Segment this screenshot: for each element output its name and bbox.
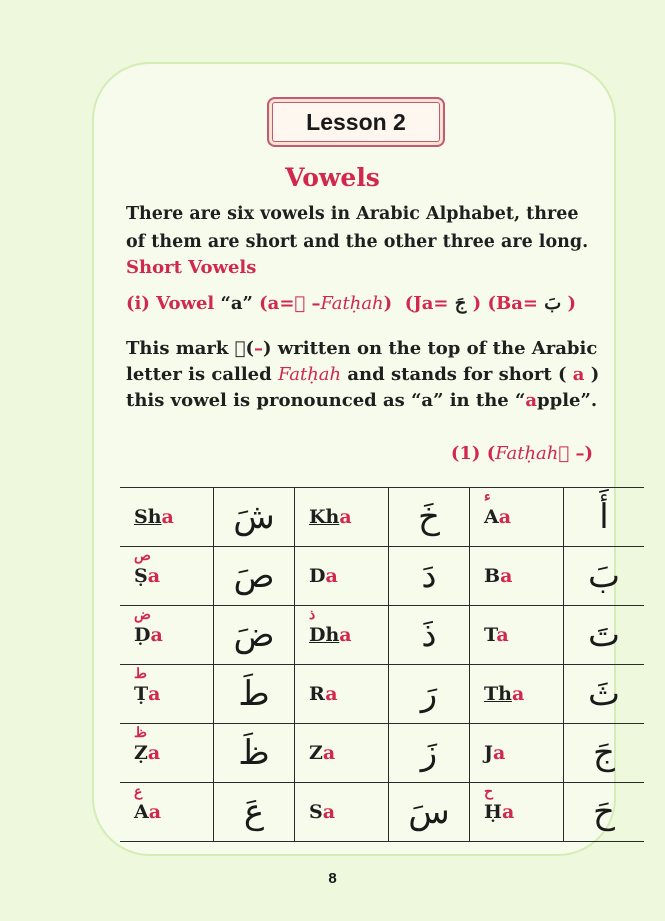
transliteration-consonant: Ṣ: [134, 565, 148, 587]
letter-marker: ذ: [309, 607, 316, 623]
transliteration-consonant: D: [309, 565, 326, 587]
fathah-mark: َ–: [311, 293, 321, 314]
transliteration-vowel: a: [322, 801, 336, 823]
transliteration-vowel: a: [148, 801, 162, 823]
arabic-letter: ضَ: [233, 615, 275, 655]
fathah-name-inline: Fatḥah: [277, 364, 342, 385]
transliteration-consonant: Ṭ: [134, 683, 149, 705]
vowel-definition: [126, 293, 576, 314]
transliteration-consonant: Ẓ: [134, 742, 148, 764]
explanation-line-3: [126, 388, 599, 414]
fathah-name: Fatḥah: [320, 293, 384, 314]
arabic-letter-cell: [564, 665, 645, 724]
arabic-letter-cell: [389, 547, 470, 606]
transliteration: [134, 801, 161, 823]
arabic-letter-cell: [214, 783, 295, 842]
explanation-text: letter is called: [126, 364, 278, 385]
letter-marker: ح: [484, 784, 494, 800]
lesson-label: [267, 97, 445, 147]
transliteration-consonant: Dh: [309, 624, 340, 646]
arabic-letter: تَ: [587, 615, 620, 655]
intro-line-2: of them are short and the other three are long.: [126, 232, 589, 252]
vowel-prefix: (i) Vowel: [126, 293, 221, 314]
transliteration-consonant: J: [484, 742, 493, 764]
arabic-letter: ظَ: [238, 733, 270, 773]
transliteration-vowel: a: [148, 683, 161, 705]
transliteration-cell: [295, 724, 389, 783]
transliteration-vowel: a: [147, 565, 161, 587]
page-number: 8: [328, 870, 337, 887]
transliteration-cell: [295, 665, 389, 724]
transliteration: [484, 742, 505, 764]
transliteration: [484, 683, 524, 705]
arabic-letter-cell: [389, 783, 470, 842]
transliteration-consonant: Th: [484, 683, 512, 705]
transliteration-vowel: a: [501, 801, 515, 823]
transliteration: [134, 506, 174, 528]
explanation-text: ) written on the top of the Arabic: [262, 338, 598, 359]
transliteration-cell: [295, 606, 389, 665]
arabic-letter: جَ: [593, 733, 615, 773]
table-row: [120, 665, 644, 724]
arabic-letter-cell: [214, 488, 295, 547]
arabic-letter-cell: [389, 724, 470, 783]
transliteration-vowel: a: [496, 624, 509, 646]
transliteration: [309, 683, 338, 705]
apple-highlight: a: [525, 390, 538, 411]
transliteration: [484, 801, 514, 823]
arabic-letter-cell: [564, 488, 645, 547]
transliteration-cell: [120, 488, 214, 547]
letter-marker: ع: [134, 784, 143, 800]
arabic-letter-cell: [564, 606, 645, 665]
lesson-label-text: Lesson 2: [306, 108, 406, 135]
vowel-close: ): [383, 293, 393, 314]
transliteration-consonant: Ḍ: [134, 624, 151, 646]
transliteration-vowel: a: [339, 624, 352, 646]
transliteration-consonant: Sh: [134, 506, 162, 528]
arabic-letter-cell: [389, 606, 470, 665]
arabic-letter: صَ: [233, 556, 275, 596]
arabic-letter: ذَ: [421, 615, 437, 655]
transliteration-consonant: A: [134, 801, 149, 823]
arabic-letter: بَ: [587, 556, 620, 596]
letter-marker: ظ: [134, 725, 147, 741]
fathah-mark-inline: َ–: [253, 338, 263, 359]
transliteration-consonant: Z: [309, 742, 323, 764]
transliteration-cell: [470, 606, 564, 665]
ja-example-letter: جَ: [454, 293, 467, 314]
letter-marker: ص: [134, 548, 151, 564]
letter-marker: ط: [134, 666, 147, 682]
transliteration-vowel: a: [498, 506, 512, 528]
transliteration-cell: [120, 665, 214, 724]
transliteration: [309, 506, 352, 528]
caption-mark: َ–: [558, 443, 585, 464]
page-title: Vowels: [285, 163, 380, 192]
arabic-letter: زَ: [420, 733, 438, 773]
transliteration-cell: [295, 783, 389, 842]
arabic-letter: رَ: [420, 674, 438, 714]
arabic-letter-cell: [214, 606, 295, 665]
transliteration: [134, 624, 163, 646]
ba-example-letter: بَ: [544, 293, 562, 314]
section-heading: Short Vowels: [126, 257, 257, 278]
arabic-letter-cell: [564, 547, 645, 606]
arabic-letter-cell: [564, 724, 645, 783]
transliteration-vowel: a: [325, 565, 338, 587]
transliteration-vowel: a: [339, 506, 352, 528]
ba-example-close: ): [561, 293, 576, 314]
alphabet-table-body: [120, 488, 644, 842]
explanation-text: ): [584, 364, 600, 385]
transliteration: [134, 565, 160, 587]
vowel-open: (a=: [252, 293, 312, 314]
intro-paragraph: [126, 200, 588, 256]
explanation-text: and stands for short (: [341, 364, 573, 385]
ja-example-close: ): [466, 293, 482, 314]
transliteration: [134, 683, 160, 705]
intro-line-1: There are six vowels in Arabic Alphabet, three: [126, 204, 579, 224]
arabic-letter: عَ: [243, 792, 265, 832]
transliteration-cell: [295, 547, 389, 606]
transliteration: [309, 565, 338, 587]
transliteration-cell: [120, 606, 214, 665]
transliteration-cell: [470, 783, 564, 842]
transliteration-vowel: a: [325, 683, 338, 705]
transliteration-cell: [120, 547, 214, 606]
transliteration-consonant: Ḥ: [484, 801, 502, 823]
transliteration: [134, 742, 160, 764]
transliteration-vowel: a: [322, 742, 336, 764]
transliteration-consonant: A: [484, 506, 499, 528]
transliteration-vowel: a: [511, 683, 525, 705]
transliteration-cell: [295, 488, 389, 547]
table-row: [120, 606, 644, 665]
letter-marker: ض: [134, 607, 151, 623]
arabic-letter-cell: [389, 488, 470, 547]
alphabet-table: [120, 487, 644, 842]
table-row: [120, 547, 644, 606]
arabic-letter-cell: [214, 665, 295, 724]
transliteration: [484, 506, 511, 528]
transliteration-cell: [120, 724, 214, 783]
transliteration-cell: [470, 724, 564, 783]
table-row: [120, 488, 644, 547]
explanation-line-2: [126, 362, 599, 388]
transliteration-consonant: B: [484, 565, 501, 587]
arabic-letter: ثَ: [587, 674, 620, 714]
transliteration-consonant: R: [309, 683, 326, 705]
transliteration: [309, 624, 352, 646]
arabic-letter: شَ: [233, 497, 275, 537]
transliteration-cell: [120, 783, 214, 842]
transliteration: [309, 801, 335, 823]
arabic-letter: خَ: [418, 497, 440, 537]
transliteration-vowel: a: [161, 506, 174, 528]
caption-close: ): [584, 443, 593, 464]
arabic-letter: دَ: [421, 556, 437, 596]
transliteration-consonant: S: [309, 801, 323, 823]
explanation-text: This mark (: [126, 338, 254, 359]
transliteration: [484, 624, 509, 646]
arabic-letter-cell: [564, 783, 645, 842]
explanation-paragraph: [126, 336, 599, 414]
transliteration-vowel: a: [493, 742, 506, 764]
table-row: [120, 783, 644, 842]
transliteration-cell: [470, 488, 564, 547]
vowel-quote: “a”: [220, 293, 253, 314]
ja-example-label: (Ja=: [404, 293, 455, 314]
arabic-letter-cell: [214, 547, 295, 606]
caption-number: (1) (: [450, 443, 496, 464]
transliteration: [309, 742, 335, 764]
arabic-letter: أَ: [599, 497, 609, 537]
ba-example-label: (Ba=: [487, 293, 545, 314]
caption-name: Fatḥah: [495, 443, 559, 464]
transliteration-vowel: a: [500, 565, 513, 587]
table-caption: [451, 443, 593, 464]
short-vowel-highlight: a: [572, 364, 585, 385]
explanation-text: pple”.: [537, 390, 598, 411]
transliteration-consonant: T: [484, 624, 497, 646]
transliteration-consonant: Kh: [309, 506, 340, 528]
transliteration: [484, 565, 512, 587]
explanation-text: this vowel is pronounced as “a” in the “: [126, 390, 526, 411]
explanation-line-1: [126, 336, 599, 362]
transliteration-vowel: a: [147, 742, 161, 764]
arabic-letter: حَ: [593, 792, 615, 832]
transliteration-vowel: a: [150, 624, 163, 646]
arabic-letter-cell: [389, 665, 470, 724]
arabic-letter: طَ: [238, 674, 270, 714]
table-row: [120, 724, 644, 783]
arabic-letter: سَ: [408, 792, 450, 832]
transliteration-cell: [470, 547, 564, 606]
arabic-letter-cell: [214, 724, 295, 783]
letter-marker: ء: [484, 489, 491, 505]
transliteration-cell: [470, 665, 564, 724]
